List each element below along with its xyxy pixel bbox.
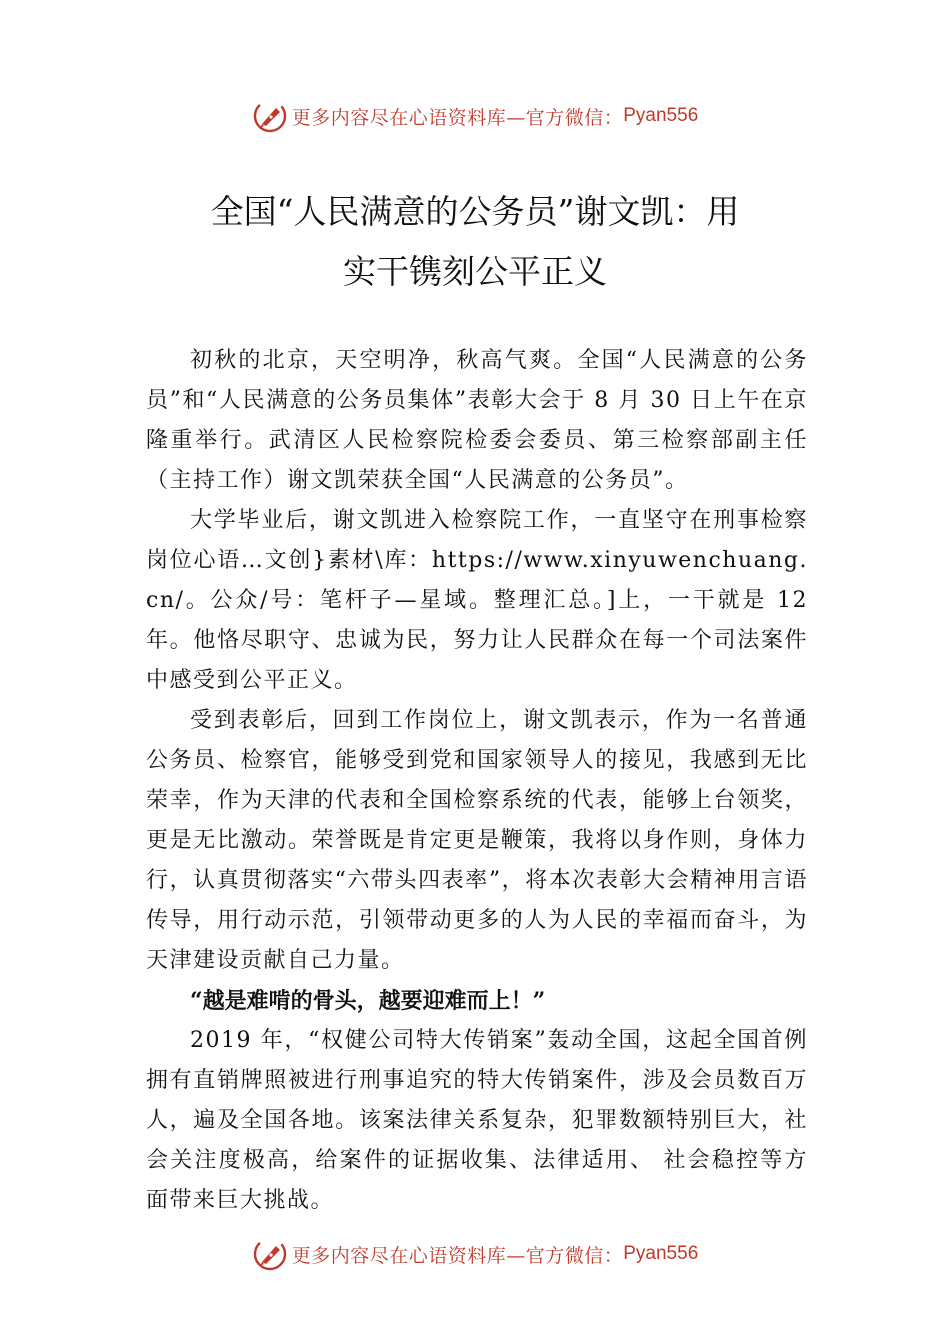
pen-nib-logo-icon xyxy=(252,1236,288,1272)
footer-watermark xyxy=(0,1234,950,1274)
paragraph-4: 2019 年，“权健公司特大传销案”轰动全国，这起全国首例拥有直销牌照被进行刑事追究的特大传销案件，涉及会员数百万人，遍及全国各地。该案法律关系复杂，犯罪数额特别巨大，社会关注度极高，给案件的证据收集、法律适用、 社会稳控等方面带来巨大挑战。 xyxy=(146,1028,808,1213)
watermark-handle: Pyan556 xyxy=(623,1243,699,1264)
title-line-2: 实干镌刻公平正义 xyxy=(343,252,607,291)
watermark-text: 更多内容尽在心语资料库—官方微信： xyxy=(291,106,624,129)
article-body xyxy=(146,341,808,1221)
header-watermark xyxy=(0,96,950,136)
watermark-handle: Pyan556 xyxy=(623,105,699,126)
article-title xyxy=(100,182,850,302)
paragraph-3: 受到表彰后，回到工作岗位上，谢文凯表示，作为一名普通公务员、检察官，能够受到党和国家领导人的接见，我感到无比荣幸，作为天津的代表和全国检察系统的代表，能够上台领奖，更是无比激动。荣誉既是肯定更是鞭策，我将以身作则，身体力行，认真贯彻落实“六带头四表率”，将本次表彰大会精神用言语传导，用行动示范，引领带动更多的人为人民的幸福而奋斗，为天津建设贡献自己力量。 xyxy=(146,708,808,973)
paragraph-1: 初秋的北京，天空明净，秋高气爽。全国“人民满意的公务员”和“人民满意的公务员集体”表彰大会于 8 月 30 日上午在京隆重举行。武清区人民检察院检委会委员、第三检察部副主任（主持工作）谢文凯荣获全国“人民满意的公务员”。 xyxy=(146,348,808,493)
title-line-1: 全国“人民满意的公务员”谢文凯：用 xyxy=(210,192,740,231)
watermark-text: 更多内容尽在心语资料库—官方微信： xyxy=(291,1244,624,1267)
pen-nib-logo-icon xyxy=(252,98,288,134)
paragraph-2: 大学毕业后，谢文凯进入检察院工作，一直坚守在刑事检察岗位心语…文创}素材\库：https://www.xinyuwenchuang.cn/。公众/号：笔杆子—星域。整理汇总。]上，一干就是 12 年。他恪尽职守、忠诚为民，努力让人民群众在每一个司法案件中感受到公平正义。 xyxy=(146,508,808,693)
section-subheading: “越是难啃的骨头，越要迎难而上！” xyxy=(190,988,546,1014)
